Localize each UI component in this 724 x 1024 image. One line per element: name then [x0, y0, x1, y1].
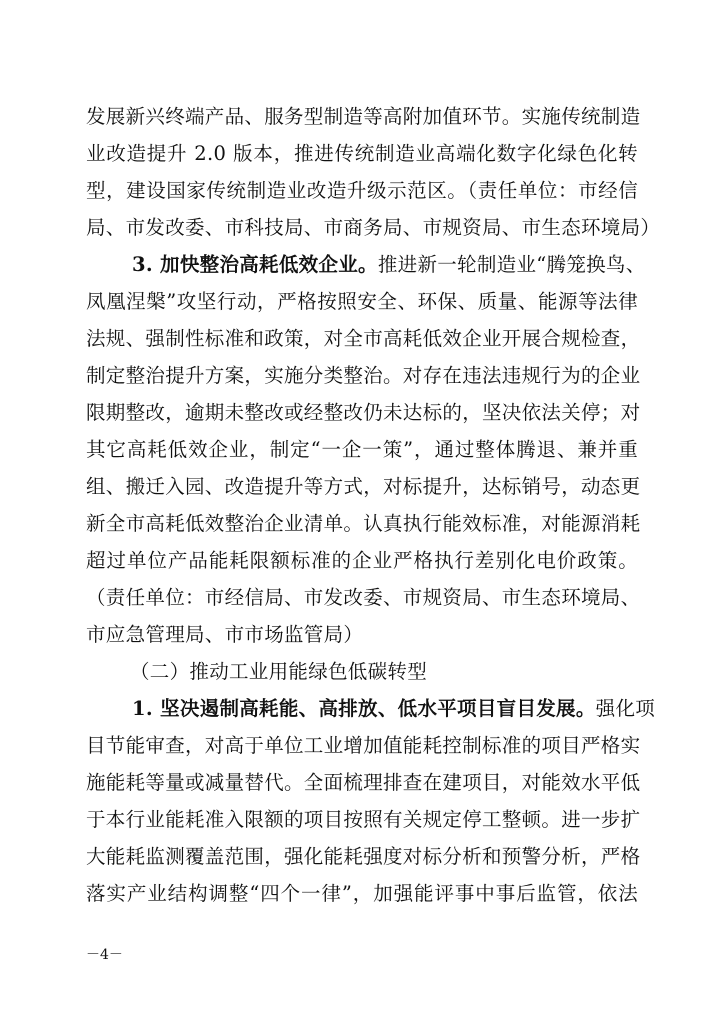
paragraph-first-line: [132, 253, 646, 277]
text-line: 新全市高耗低效整治企业清单。认真执行能效标准，对能源消耗: [86, 512, 641, 535]
text-span: 强化项: [595, 697, 656, 720]
text-line: 制定整治提升方案，实施分类整治。对存在违法违规行为的企业: [86, 364, 641, 387]
section-heading: （二）推动工业用能绿色低碳转型: [130, 660, 428, 683]
text-line: 限期整改，逾期未整改或经整改仍未达标的，坚决依法关停；对: [86, 401, 641, 424]
item-heading: 1. 坚决遏制高耗能、高排放、低水平项目盲目发展。: [132, 697, 596, 720]
item-heading: 3. 加快整治高耗低效企业。: [132, 253, 378, 276]
text-line: 法规、强制性标准和政策，对全市高耗低效企业开展合规检查，: [86, 327, 641, 350]
text-line: 组、搬迁入园、改造提升等方式，对标提升，达标销号，动态更: [86, 475, 641, 498]
text-line: 市应急管理局、市市场监管局）: [86, 623, 364, 646]
paragraph-first-line: [132, 697, 656, 721]
text-line: 发展新兴终端产品、服务型制造等高附加值环节。实施传统制造: [86, 105, 641, 128]
text-line: 施能耗等量或减量替代。全面梳理排查在建项目，对能效水平低: [86, 771, 641, 794]
text-line: 大能耗监测覆盖范围，强化能耗强度对标分析和预警分析，严格: [86, 845, 641, 868]
text-line: 凤凰涅槃”攻坚行动，严格按照安全、环保、质量、能源等法律: [86, 290, 638, 313]
text-line: 目节能审查，对高于单位工业增加值能耗控制标准的项目严格实: [86, 734, 641, 757]
text-line: 落实产业结构调整“四个一律”，加强能评事中事后监管，依法: [86, 882, 638, 905]
text-line: 其它高耗低效企业，制定“一企一策”，通过整体腾退、兼并重: [86, 438, 638, 461]
text-line: 型，建设国家传统制造业改造升级示范区。（责任单位：市经信: [86, 179, 638, 202]
text-line: 业改造提升 2.0 版本，推进传统制造业高端化数字化绿色化转: [86, 142, 638, 165]
page-number: －4－: [86, 947, 123, 963]
text-line: 超过单位产品能耗限额标准的企业严格执行差别化电价政策。: [86, 549, 638, 572]
text-line: 于本行业能耗准入限额的项目按照有关规定停工整顿。进一步扩: [86, 808, 641, 831]
text-line: （责任单位：市经信局、市发改委、市规资局、市生态环境局、: [86, 586, 641, 609]
text-line: 局、市发改委、市科技局、市商务局、市规资局、市生态环境局）: [86, 216, 661, 239]
text-span: 推进新一轮制造业“腾笼换鸟、: [377, 253, 646, 276]
